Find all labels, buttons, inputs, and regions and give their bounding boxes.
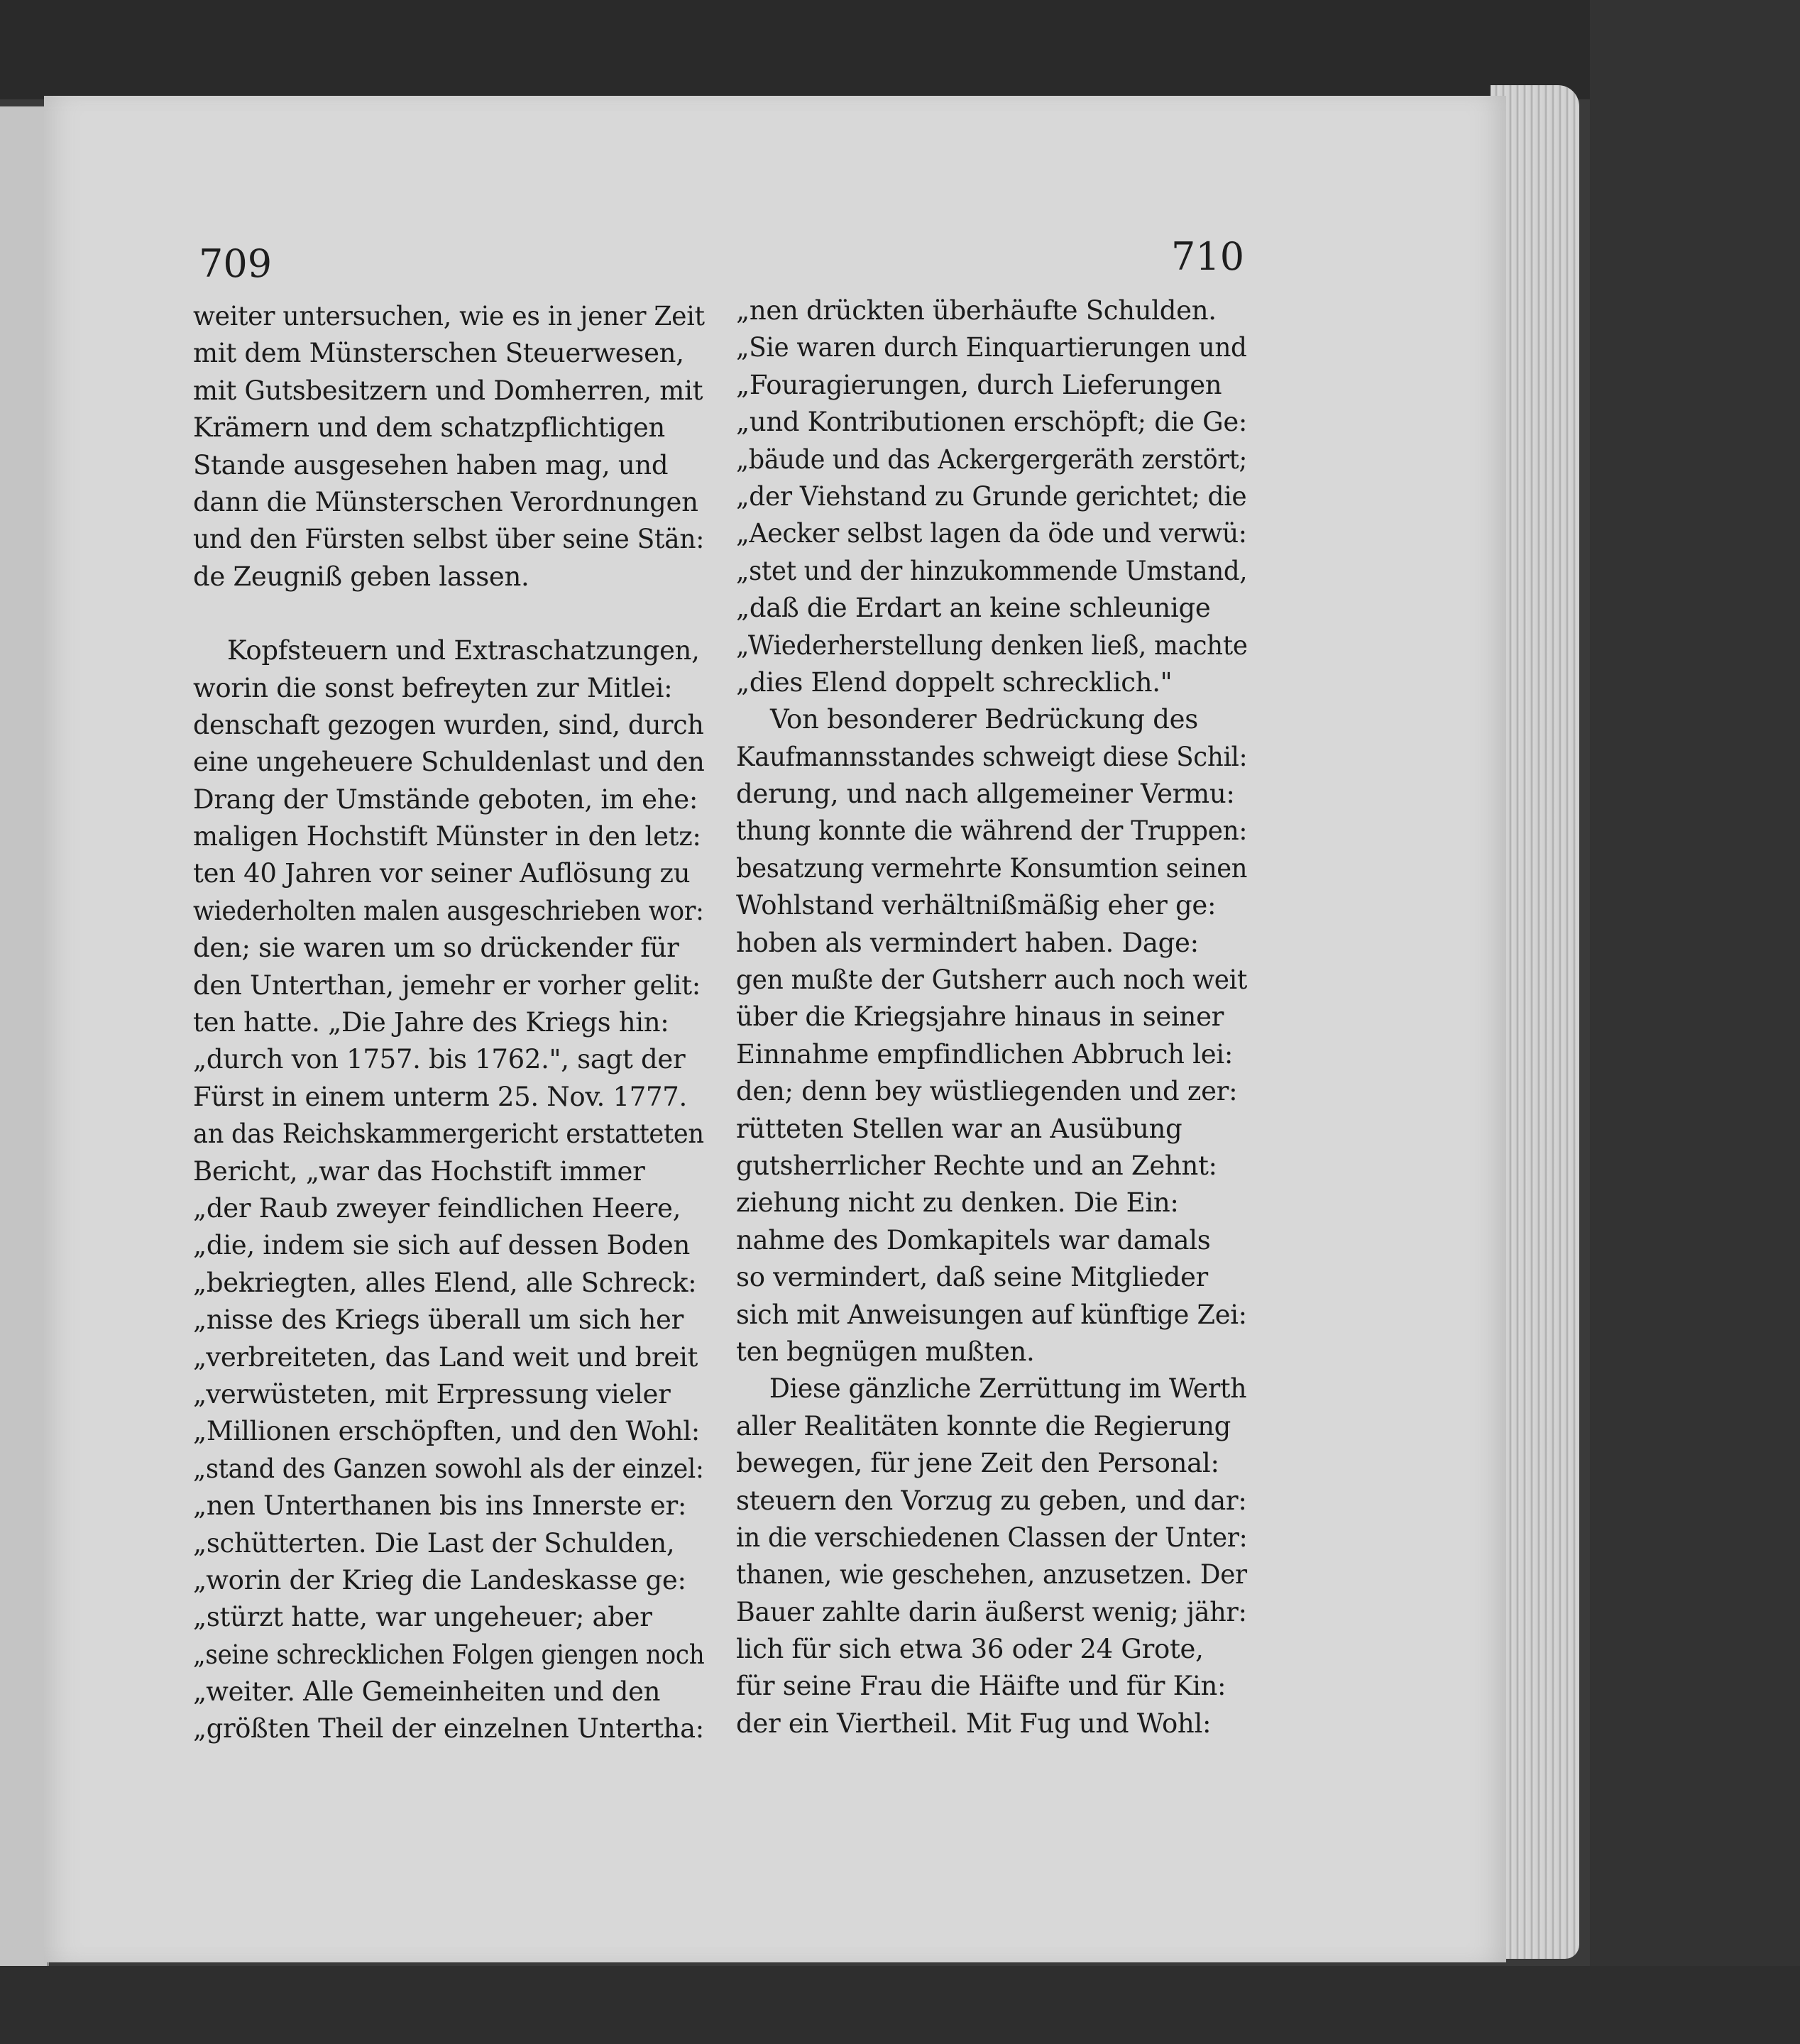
text-line: „nen Unterthanen bis ins Innerste er: (193, 1490, 687, 1522)
text-line: Kaufmannsstandes schweigt diese Schil: (736, 741, 1248, 772)
text-line: „verbreiteten, das Land weit und breit (193, 1341, 698, 1373)
text-line: den; sie waren um so drückender für (193, 933, 679, 964)
text-line: aller Realitäten konnte die Regierung (736, 1410, 1231, 1441)
text-line: „Wiederherstellung denken ließ, machte (736, 630, 1248, 661)
text-line: „weiter. Alle Gemeinheiten und den (193, 1676, 661, 1708)
text-line: worin die sonst befreyten zur Mitlei: (193, 672, 673, 703)
text-line: für seine Frau die Häifte und für Kin: (736, 1671, 1226, 1702)
text-line: hoben als vermindert haben. Dage: (736, 927, 1199, 958)
text-line: der ein Viertheil. Mit Fug und Wohl: (736, 1708, 1212, 1739)
previous-page-edge (0, 106, 49, 1966)
text-line: den; denn bey wüstliegenden und zer: (736, 1076, 1238, 1107)
text-line: mit Gutsbesitzern und Domherren, mit (193, 375, 703, 406)
text-line: Stande ausgesehen haben mag, und (193, 449, 669, 480)
text-line: eine ungeheuere Schuldenlast und den (193, 747, 705, 778)
text-line: thanen, wie geschehen, anzusetzen. Der (736, 1559, 1247, 1590)
text-line: „stand des Ganzen sowohl als der einzel: (193, 1453, 704, 1484)
text-line: über die Kriegsjahre hinaus in seiner (736, 1001, 1224, 1033)
text-line: mit dem Münsterschen Steuerwesen, (193, 338, 684, 369)
text-line: ten 40 Jahren vor seiner Auflösung zu (193, 858, 691, 889)
text-line: den Unterthan, jemehr er vorher gelit: (193, 969, 701, 1001)
background-bottom (0, 1966, 1800, 2044)
page-number-left: 709 (199, 241, 273, 286)
text-line: Kopfsteuern und Extraschatzungen, (227, 635, 700, 666)
text-line: ziehung nicht zu denken. Die Ein: (736, 1187, 1179, 1219)
text-line: gen mußte der Gutsherr auch noch weit (736, 965, 1247, 996)
background-right (1590, 0, 1800, 2044)
text-line: und den Fürsten selbst über seine Stän: (193, 524, 705, 555)
text-line: weiter untersuchen, wie es in jener Zeit (193, 301, 705, 331)
text-line: Diese gänzliche Zerrüttung im Werth (769, 1373, 1247, 1405)
text-line: „daß die Erdart an keine schleunige (736, 593, 1211, 624)
text-line: „durch von 1757. bis 1762.", sagt der (193, 1044, 686, 1075)
text-line: Bauer zahlte darin äußerst wenig; jähr: (736, 1596, 1247, 1627)
text-line: Fürst in einem unterm 25. Nov. 1777. (193, 1081, 687, 1112)
text-line: „stet und der hinzukommende Umstand, (736, 555, 1248, 586)
text-line: „Sie waren durch Einquartierungen und (736, 332, 1247, 363)
text-line: Wohlstand verhältnißmäßig eher ge: (736, 890, 1217, 921)
paragraph-gap (193, 595, 704, 632)
text-line: „bekriegten, alles Elend, alle Schreck: (193, 1267, 697, 1298)
text-line: thung konnte die während der Truppen: (736, 815, 1248, 847)
text-line: „der Raub zweyer feindlichen Heere, (193, 1192, 681, 1224)
text-line: Drang der Umstände geboten, im ehe: (193, 784, 698, 815)
text-line: Von besonderer Bedrückung des (770, 704, 1198, 735)
text-line: steuern den Vorzug zu geben, und dar: (736, 1485, 1247, 1516)
text-line: „worin der Krieg die Landeskasse ge: (193, 1564, 686, 1595)
right-text-column (736, 292, 1247, 1742)
text-line: „und Kontributionen erschöpft; die Ge: (736, 407, 1248, 438)
text-line: so vermindert, daß seine Mitglieder (736, 1262, 1208, 1293)
page-number-right: 710 (1171, 234, 1245, 279)
text-line: bewegen, für jene Zeit den Personal: (736, 1448, 1219, 1479)
text-line: Einnahme empfindlichen Abbruch lei: (736, 1038, 1233, 1070)
left-text-column (193, 298, 704, 1748)
text-line: besatzung vermehrte Konsumtion seinen (736, 852, 1248, 884)
text-line: „seine schrecklichen Folgen giengen noch (193, 1639, 705, 1670)
text-line: ten hatte. „Die Jahre des Kriegs hin: (193, 1007, 669, 1038)
text-line: rütteten Stellen war an Ausübung (736, 1113, 1182, 1144)
text-line: gutsherrlicher Rechte und an Zehnt: (736, 1150, 1217, 1181)
text-line: dann die Münsterschen Verordnungen (193, 486, 698, 517)
text-line: maligen Hochstift Münster in den letz: (193, 821, 701, 852)
text-line: „bäude und das Ackergergeräth zerstört; (736, 444, 1248, 475)
text-line: derung, und nach allgemeiner Vermu: (736, 779, 1235, 810)
text-line: de Zeugniß geben lassen. (193, 561, 529, 592)
text-line: in die verschiedenen Classen der Unter: (736, 1522, 1248, 1553)
text-line: „der Viehstand zu Grunde gerichtet; die (736, 480, 1247, 512)
text-line: „Aecker selbst lagen da öde und verwü: (736, 518, 1247, 549)
text-line: „die, indem sie sich auf dessen Boden (193, 1230, 690, 1261)
text-line: an das Reichskammergericht erstatteten (193, 1119, 704, 1150)
text-line: „stürzt hatte, war ungeheuer; aber (193, 1602, 652, 1633)
text-line: denschaft gezogen wurden, sind, durch (193, 709, 704, 740)
text-line: lich für sich etwa 36 oder 24 Grote, (736, 1634, 1204, 1665)
text-line: Krämern und dem schatzpflichtigen (193, 412, 665, 444)
text-line: „schütterten. Die Last der Schulden, (193, 1527, 675, 1559)
text-line: wiederholten malen ausgeschrieben wor: (193, 895, 704, 926)
background-top (0, 0, 1800, 99)
text-line: „verwüsteten, mit Erpressung vieler (193, 1378, 671, 1410)
text-line: „dies Elend doppelt schrecklich." (736, 666, 1173, 698)
text-line: „größten Theil der einzelnen Untertha: (193, 1713, 704, 1744)
text-line: „nen drückten überhäufte Schulden. (736, 295, 1217, 326)
text-line: sich mit Anweisungen auf künftige Zei: (736, 1299, 1247, 1330)
text-line: ten begnügen mußten. (736, 1336, 1035, 1367)
text-line: „nisse des Kriegs überall um sich her (193, 1304, 684, 1336)
text-line: Bericht, „war das Hochstift immer (193, 1155, 645, 1187)
text-line: nahme des Domkapitels war damals (736, 1224, 1211, 1255)
text-line: „Millionen erschöpften, und den Wohl: (193, 1416, 700, 1447)
text-line: „Fouragierungen, durch Lieferungen (736, 369, 1222, 400)
